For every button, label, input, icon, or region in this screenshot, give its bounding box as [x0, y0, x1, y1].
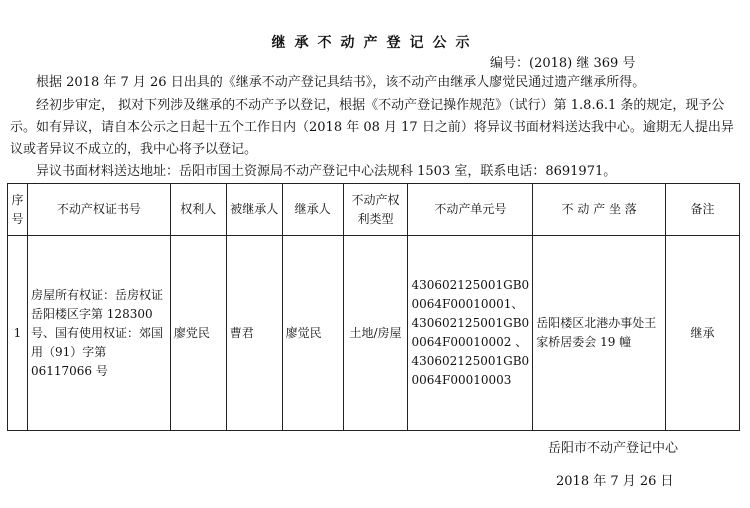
notice-title: 继承不动产登记公示: [271, 35, 479, 51]
cell-right-type: 土地/房屋: [343, 236, 408, 431]
header-owner: 权利人: [170, 184, 226, 236]
document-number: 编号：(2018) 继 369 号: [490, 56, 636, 71]
header-decedent: 被继承人: [226, 184, 282, 236]
header-note: 备注: [666, 184, 740, 236]
cell-seq: 1: [8, 236, 28, 431]
header-seq: 序号: [8, 184, 28, 236]
header-unit-no: 不动产单元号: [408, 184, 533, 236]
paragraph-address: 异议书面材料送达地址：岳阳市国土资源局不动产登记中心法规科 1503 室，联系电话：8691971。: [36, 164, 617, 179]
cell-decedent: 曹君: [226, 236, 282, 431]
header-heir: 继承人: [282, 184, 343, 236]
issue-date: 2018 年 7 月 26 日: [556, 474, 674, 489]
header-cert-no: 不动产权证书号: [27, 184, 170, 236]
header-location: 不 动 产 坐 落: [533, 184, 666, 236]
table-header-row: [8, 184, 740, 236]
cell-owner: 廖党民: [170, 236, 226, 431]
cell-heir: 廖觉民: [282, 236, 343, 431]
paragraph-review: 经初步审定， 拟对下列涉及继承的不动产予以登记，根据《不动产登记操作规范》（试行）第 1.8.6.1 条的规定，现予公示。如有异议，请自本公示之日起十五个工作日内（2018 年 08 月 17 日之前）将异议书面材料送达我中心。逾期无人提出异议或者异议不成立的，我中心将予以登记。: [10, 98, 734, 157]
cell-cert-no: 房屋所有权证：岳房权证岳阳楼区字第 128300 号、国有使用权证：郊国用（91）字第 06117066 号: [27, 236, 170, 431]
issuer-signature: 岳阳市不动产登记中心: [548, 441, 679, 456]
cell-location: 岳阳楼区北港办事处王家桥居委会 19 幢: [533, 236, 666, 431]
cell-unit-no: 430602125001GB00064F00010001、430602125001GB00064F00010002 、430602125001GB00064F00010003: [408, 236, 533, 431]
header-right-type: 不动产权利类型: [343, 184, 408, 236]
table-row: [8, 236, 740, 431]
registration-table: [7, 183, 740, 431]
paragraph-basis: 根据 2018 年 7 月 26 日出具的《继承不动产登记具结书》，该不动产由继承人廖觉民通过遗产继承所得。: [36, 75, 646, 90]
cell-note: 继承: [666, 236, 740, 431]
